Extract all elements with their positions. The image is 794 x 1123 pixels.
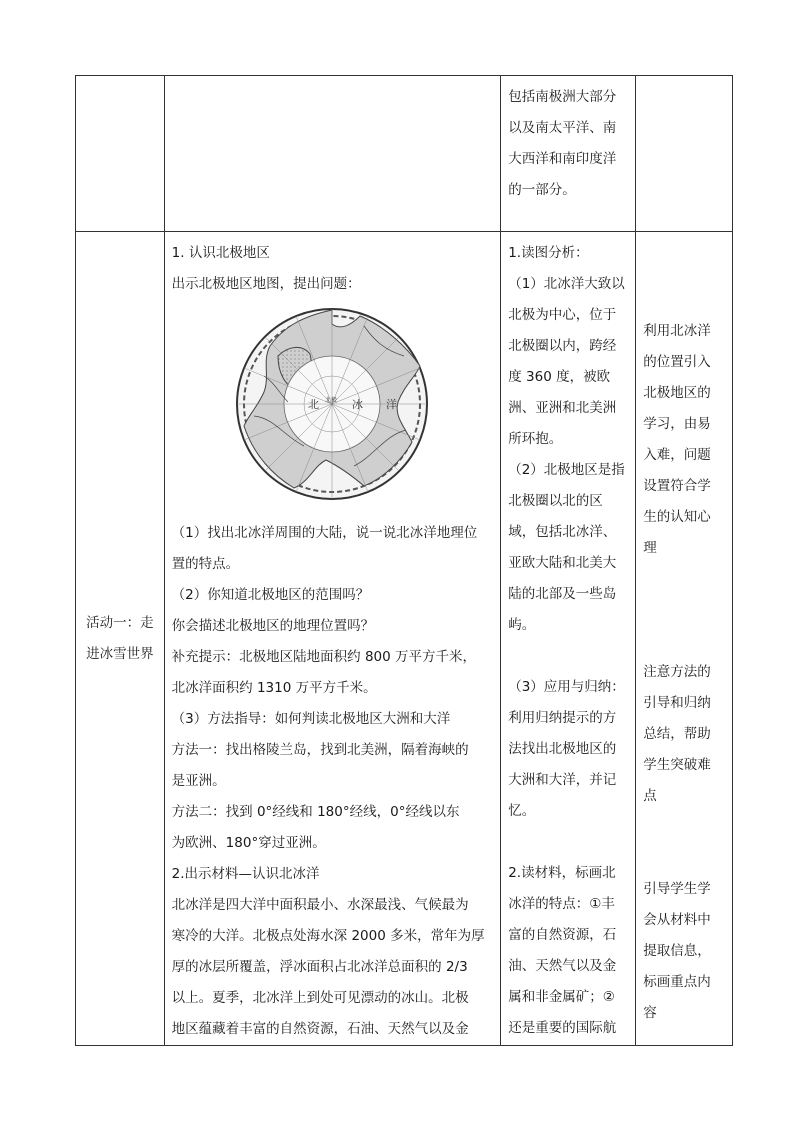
map-ocean-char-2: 冰 bbox=[352, 398, 364, 411]
table-row bbox=[76, 232, 733, 1046]
activity-name: 活动一：走进冰雪世界 bbox=[86, 614, 154, 662]
student-activity-cell: 1.读图分析： （1）北冰洋大致以 北极为中心，位于 北极圈以内，跨经 度 360 度，被欧 洲、亚洲和北美洲 所环抱。 （2）北极地区是指 北极圈以北的区 域，包括北冰洋、 亚欧大陆和北美大 陆的北部及一些岛 屿。 （3）应用与归纳： 利用归纳提示的方 法找出北极地区的 大洲和大洋，并记 忆。 2.读材料，标画北 冰洋的特点：①丰 富的自然资源，石 油、天然气以及金 属和非金属矿；② 还是重要的国际航 bbox=[501, 232, 636, 1046]
cell-empty bbox=[164, 76, 501, 232]
arctic-map-figure bbox=[234, 306, 430, 502]
section-title: 1. 认识北极地区 bbox=[171, 245, 270, 261]
map-ocean-char-3: 洋 bbox=[386, 398, 398, 411]
activity-name-cell bbox=[76, 232, 165, 1046]
section-title: 2.出示材料—认识北冰洋 bbox=[171, 866, 320, 882]
teacher-activity-cell: 1. 认识北极地区 出示北极地区地图，提出问题： 北 冰 洋 北极 （1）找出北冰洋周围的大陆，说一说北冰洋地理位 置的特点。 （2）你知道北极地区的范围吗？ 你会描述北极地区的地理位置吗？ 补充提示：北极地区陆地面积约 800 万平方千米， 北冰洋面积约 1310 万平方千米。 （3）方法指导：如何判读北极地区大洲和大洋 方法一：找出格陵兰岛，找到北美洲，隔着海峡的 是亚洲。 方法二：找到 0°经线和 180°经线，0°经线以东 为欧洲、180°穿过亚洲。 2.出示材料—认识北冰洋 北冰洋是四大洋中面积最小、水深最浅、气候最为 寒冷的大洋。北极点处海水深 2000 多米，常年为厚 厚的冰层所覆盖，浮冰面积占北冰洋总面积的 2/3 以上。夏季，北冰洋上到处可见漂动的冰山。北极 地区蕴藏着丰富的自然资源，石油、天然气以及金 bbox=[164, 232, 501, 1046]
map-pole-label: 北极 bbox=[325, 397, 338, 404]
table-row bbox=[76, 76, 733, 232]
arctic-map bbox=[172, 306, 494, 514]
lesson-plan-table bbox=[75, 75, 733, 1046]
map-ocean-char-1: 北 bbox=[308, 398, 320, 411]
cell-empty bbox=[636, 76, 733, 232]
cell-antarctic-scope: 包括南极洲大部分 以及南太平洋、南 大西洋和南印度洋 的一部分。 bbox=[501, 76, 636, 232]
cell-empty bbox=[76, 76, 165, 232]
design-intent-cell: 利用北冰洋 的位置引入 北极地区的 学习，由易 入难，问题 设置符合学 生的认知心 理 注意方法的 引导和归纳 总结，帮助 学生突破难 点 引导学生学 会从材料中 提取信息， 标画重点内 容 bbox=[636, 232, 733, 1046]
